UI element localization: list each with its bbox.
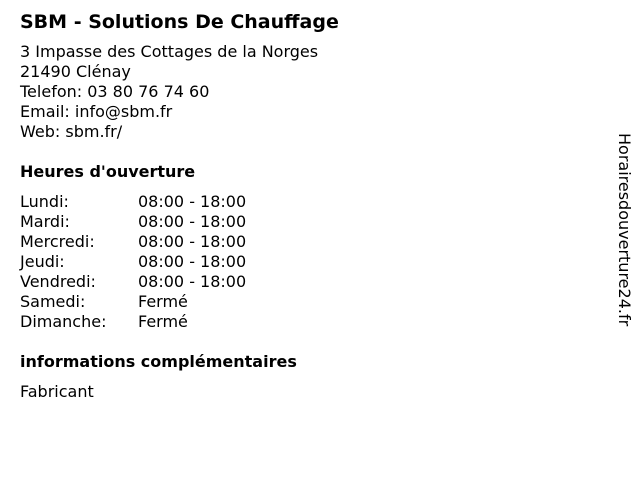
business-card [20, 10, 580, 402]
hours-row-wednesday [20, 232, 580, 252]
hours-row-friday [20, 272, 580, 292]
info-heading: informations complémentaires [20, 352, 297, 371]
web-text: Web: sbm.fr/ [20, 122, 123, 141]
day-hours: Fermé [138, 312, 188, 331]
site-watermark: Horairesdouverture24.fr [615, 133, 634, 327]
day-hours: 08:00 - 18:00 [138, 212, 247, 231]
hours-row-sunday [20, 312, 580, 332]
info-text: Fabricant [20, 382, 94, 401]
hours-row-thursday [20, 252, 580, 272]
day-hours: Fermé [138, 292, 188, 311]
hours-table [20, 192, 580, 332]
day-hours: 08:00 - 18:00 [138, 252, 247, 271]
day-hours: 08:00 - 18:00 [138, 272, 247, 291]
hours-row-monday [20, 192, 580, 212]
hours-heading: Heures d'ouverture [20, 162, 196, 181]
phone-text: Telefon: 03 80 76 74 60 [20, 82, 210, 101]
day-label: Samedi: [20, 292, 86, 311]
day-label: Vendredi: [20, 272, 96, 291]
day-hours: 08:00 - 18:00 [138, 192, 247, 211]
day-label: Mardi: [20, 212, 70, 231]
day-hours: 08:00 - 18:00 [138, 232, 247, 251]
day-label: Dimanche: [20, 312, 107, 331]
day-label: Lundi: [20, 192, 69, 211]
hours-row-saturday [20, 292, 580, 312]
address-city: 21490 Clénay [20, 62, 131, 81]
address-street: 3 Impasse des Cottages de la Norges [20, 42, 319, 61]
day-label: Mercredi: [20, 232, 95, 251]
business-name: SBM - Solutions De Chauffage [20, 11, 339, 33]
email-text: Email: info@sbm.fr [20, 102, 173, 121]
day-label: Jeudi: [20, 252, 65, 271]
hours-row-tuesday [20, 212, 580, 232]
